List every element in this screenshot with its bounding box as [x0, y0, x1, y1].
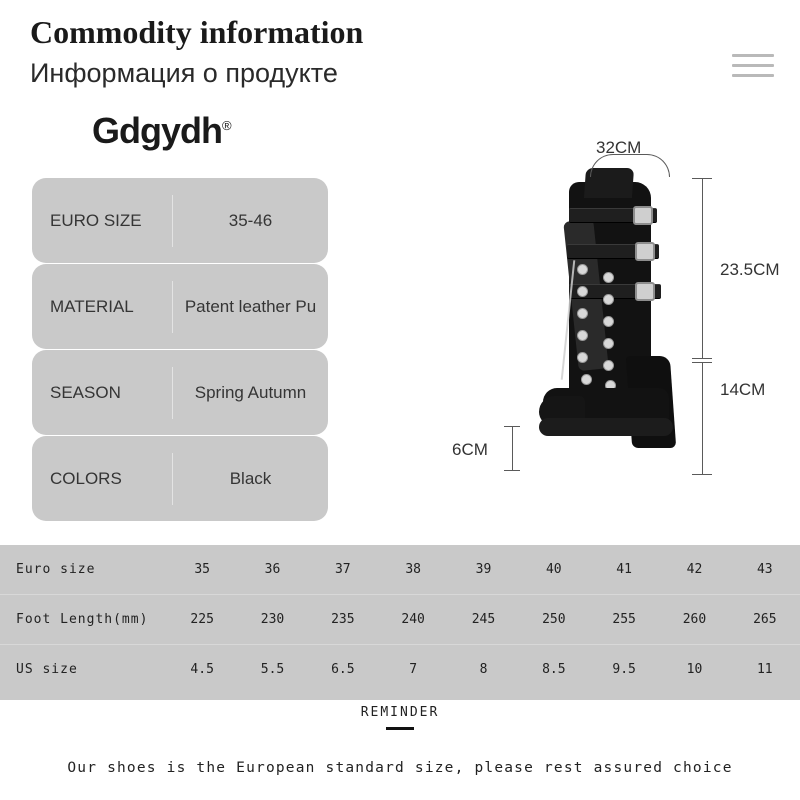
boot-sole [539, 418, 673, 436]
lace-eyelet [603, 272, 614, 283]
table-cell: 11 [756, 662, 773, 677]
spec-value: Black [229, 468, 272, 488]
spec-key: EURO SIZE [50, 210, 142, 230]
platform-height-cap-top [504, 426, 520, 427]
table-cell: 37 [308, 545, 378, 595]
menu-bar-2 [732, 64, 774, 67]
registered-mark: ® [221, 118, 231, 133]
table-cell: 6.5 [331, 662, 355, 677]
spec-key: COLORS [50, 468, 122, 488]
spec-value: Spring Autumn [194, 382, 307, 402]
page-subtitle: Информация о продукте [30, 58, 338, 88]
reminder-title: REMINDER [360, 705, 440, 720]
spec-row [32, 178, 328, 263]
table-row [0, 645, 800, 695]
platform-height-cap-bottom [504, 470, 520, 471]
table-cell: 9.5 [612, 662, 636, 677]
size-chart [0, 545, 800, 700]
lace-eyelet [577, 264, 588, 275]
menu-bar-1 [732, 54, 774, 57]
page-header [0, 0, 800, 100]
spec-key: SEASON [50, 382, 121, 402]
reminder-text: Our shoes is the European standard size, please rest assured choice [67, 760, 733, 776]
lace-eyelet [577, 330, 588, 341]
lace-eyelet [577, 308, 588, 319]
spec-table [32, 178, 328, 522]
table-cell: 35 [167, 545, 237, 595]
heel-height-line [702, 362, 703, 474]
spec-row [32, 264, 328, 349]
shaft-height-cap-bottom [692, 358, 712, 359]
table-cell: 10 [686, 662, 703, 677]
spec-value: 35-46 [228, 210, 273, 230]
platform-height-line [512, 426, 513, 470]
boot-illustration [525, 160, 685, 510]
table-cell: 42 [659, 545, 729, 595]
lace-eyelet [603, 316, 614, 327]
table-cell: 40 [519, 545, 589, 595]
shaft-height-cap-top [692, 178, 712, 179]
table-cell: 250 [519, 595, 589, 645]
spec-value: Patent leather Pu [184, 296, 317, 316]
table-cell: 8 [479, 662, 488, 677]
table-cell: 4.5 [190, 662, 214, 677]
spec-row [32, 436, 328, 521]
row-label: US size [16, 662, 78, 677]
table-cell: 240 [378, 595, 448, 645]
row-label: Foot Length(mm) [0, 595, 167, 645]
table-row [0, 545, 800, 595]
product-image-area [430, 130, 790, 530]
lace-eyelet [577, 286, 588, 297]
hamburger-menu-icon[interactable] [732, 54, 774, 84]
lace-eyelet [577, 352, 588, 363]
measure-platform-height: 6CM [452, 440, 488, 459]
heel-height-cap-top [692, 362, 712, 363]
buckle-icon [633, 206, 653, 225]
lace-eyelet [603, 360, 614, 371]
measure-shaft-circumference: 32CM [596, 138, 642, 157]
buckle-icon [635, 242, 655, 261]
shaft-height-line [702, 178, 703, 358]
lace-eyelet [603, 294, 614, 305]
table-cell: 7 [409, 662, 418, 677]
table-cell: 230 [237, 595, 307, 645]
brand-logo [92, 110, 231, 152]
reminder-divider [386, 727, 414, 730]
size-chart-table [0, 545, 800, 694]
table-cell: 5.5 [260, 662, 285, 677]
table-cell: 235 [308, 595, 378, 645]
brand-name: Gdgydh [92, 110, 222, 151]
table-cell: 38 [378, 545, 448, 595]
table-cell: 36 [237, 545, 307, 595]
lace-eyelet [603, 338, 614, 349]
table-cell: 255 [589, 595, 659, 645]
table-row [0, 595, 800, 645]
table-cell: 41 [589, 545, 659, 595]
menu-bar-3 [732, 74, 774, 77]
spec-row [32, 350, 328, 435]
page-title: Commodity information [30, 14, 364, 50]
table-cell: 260 [659, 595, 729, 645]
buckle-icon [635, 282, 655, 301]
table-cell: 265 [730, 595, 800, 645]
reminder-section [0, 705, 800, 730]
measure-shaft-height: 23.5CM [720, 260, 780, 279]
measure-heel-height: 14CM [720, 380, 766, 399]
table-cell: 225 [167, 595, 237, 645]
table-cell: 43 [730, 545, 800, 595]
spec-key: MATERIAL [50, 296, 134, 316]
lace-eyelet [581, 374, 592, 385]
table-cell: 39 [448, 545, 518, 595]
table-cell: 245 [448, 595, 518, 645]
heel-height-cap-bottom [692, 474, 712, 475]
table-cell: 8.5 [542, 662, 566, 677]
row-label: Euro size [0, 545, 167, 595]
